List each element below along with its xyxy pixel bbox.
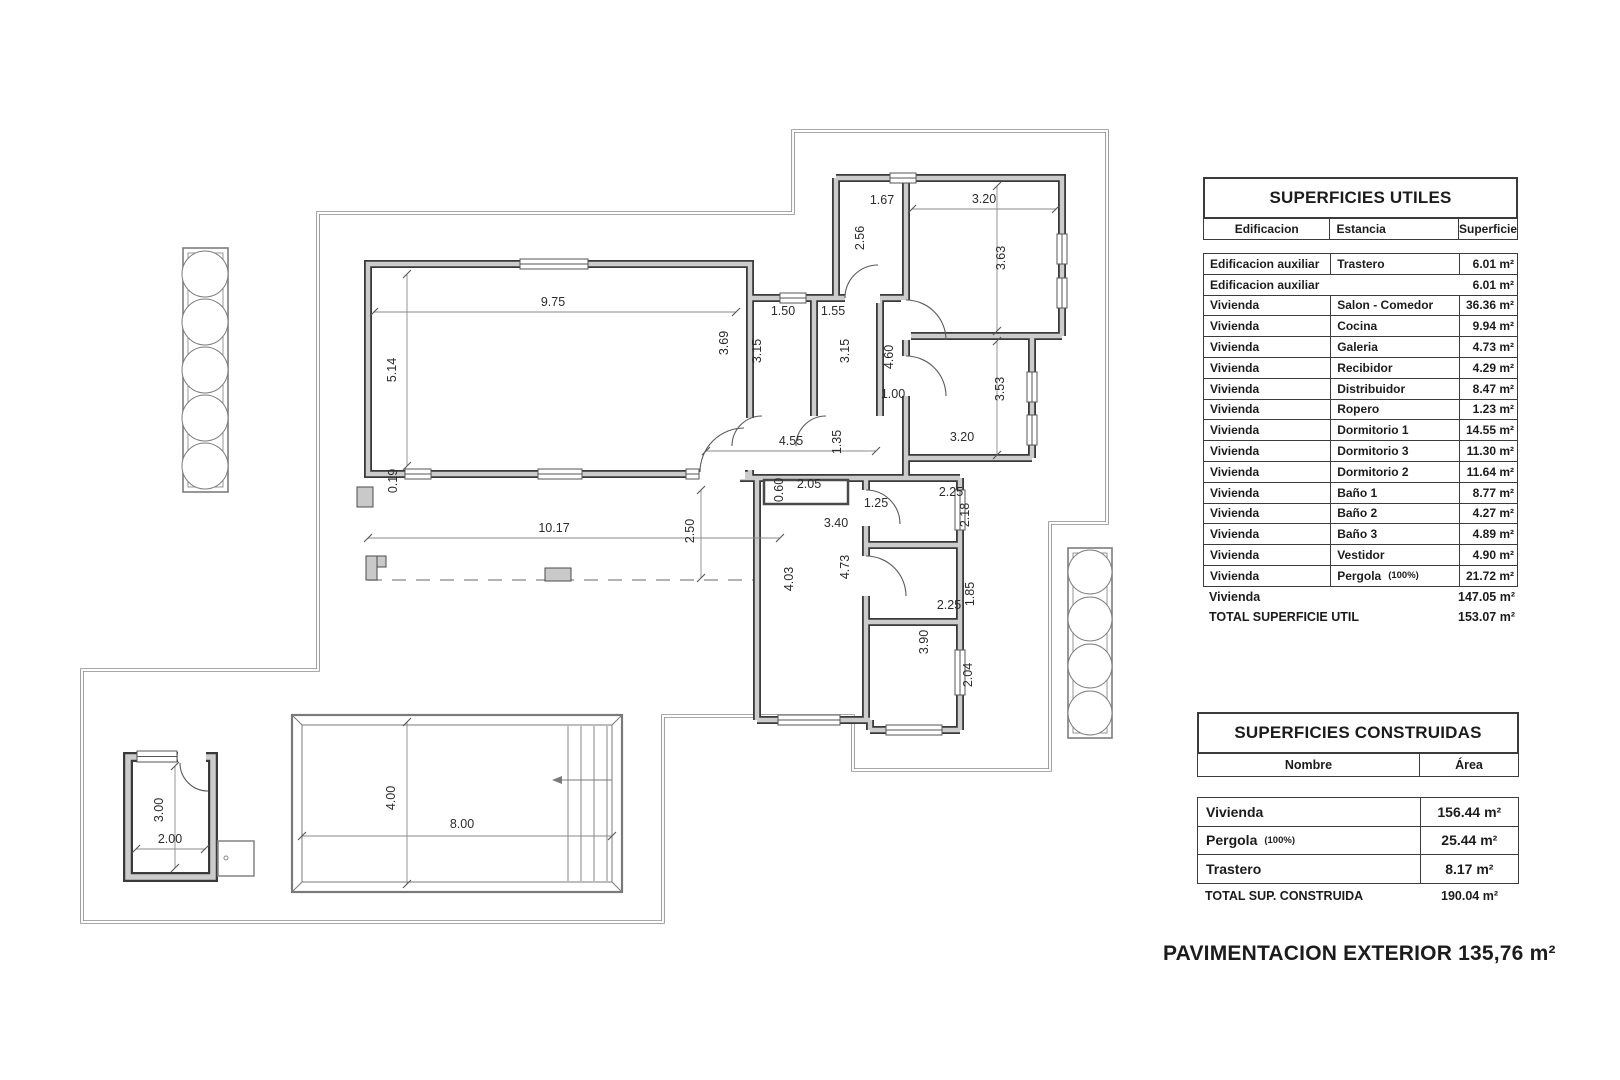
pool <box>292 715 622 892</box>
dimension-label: 2.05 <box>796 477 822 491</box>
table-row <box>1204 254 1517 275</box>
table-row <box>1204 379 1517 400</box>
table-superficies-utiles <box>1203 177 1518 627</box>
table-row <box>1204 420 1517 441</box>
table-row <box>1198 827 1518 856</box>
dimension-label: 2.00 <box>157 832 183 846</box>
table-cell: Galeria <box>1330 337 1459 357</box>
table-total-row <box>1197 884 1519 908</box>
dimension-label: 5.14 <box>385 357 399 383</box>
table-cell: 25.44 m² <box>1420 827 1518 855</box>
dimension-label: 4.73 <box>838 554 852 580</box>
table-cell: Dormitorio 3 <box>1330 441 1459 461</box>
table-cell: Vivienda <box>1210 485 1260 500</box>
dimension-label: 3.20 <box>949 430 975 444</box>
table-row <box>1204 524 1517 545</box>
table-cell: 4.73 m² <box>1459 337 1517 357</box>
table-title: SUPERFICIES UTILES <box>1203 177 1518 219</box>
table-cell: Vivienda <box>1210 381 1260 396</box>
table-cell: Vestidor <box>1330 545 1459 565</box>
summary-value: 147.05 m² <box>1458 589 1515 604</box>
table-cell: 9.94 m² <box>1459 316 1517 336</box>
tree <box>1068 597 1112 641</box>
table-cell: Dormitorio 2 <box>1330 462 1459 482</box>
table-body <box>1197 797 1519 884</box>
table-summary <box>1203 587 1518 627</box>
table-cell: Baño 3 <box>1330 524 1459 544</box>
table-cell: Vivienda <box>1210 464 1260 479</box>
table-cell: 8.47 m² <box>1459 379 1517 399</box>
summary-row <box>1203 607 1518 627</box>
table-row <box>1204 504 1517 525</box>
table-cell: Vivienda <box>1210 548 1260 563</box>
table-cell: Vivienda <box>1210 506 1260 521</box>
table-cell: Ropero <box>1330 400 1459 420</box>
table-superficies-construidas <box>1197 712 1519 908</box>
tree <box>182 443 228 489</box>
pergola-post <box>545 568 571 581</box>
table-cell: Vivienda <box>1210 423 1260 438</box>
table-cell: Pergola (100%) <box>1330 566 1459 586</box>
dimension-label: 3.53 <box>993 376 1007 402</box>
table-cell: 8.17 m² <box>1420 855 1518 883</box>
tree <box>182 251 228 297</box>
table-row <box>1204 337 1517 358</box>
table-cell: Vivienda <box>1210 360 1260 375</box>
table-cell: 8.77 m² <box>1459 483 1517 503</box>
dimension-label: 3.40 <box>823 516 849 530</box>
table-cell: 4.29 m² <box>1459 358 1517 378</box>
planter-left <box>182 248 228 492</box>
dimension-label: 8.00 <box>449 817 475 831</box>
dimension-label: 1.35 <box>830 429 844 455</box>
table-cell: Baño 1 <box>1330 483 1459 503</box>
table-cell: 6.01 m² <box>1459 254 1517 274</box>
table-cell: Dormitorio 1 <box>1330 420 1459 440</box>
table-cell: Pergola (100%) <box>1206 832 1295 849</box>
door-arc <box>180 763 208 791</box>
dimension-label: 0.19 <box>386 468 400 494</box>
table-cell: Distribuidor <box>1330 379 1459 399</box>
dimension-label: 9.75 <box>540 295 566 309</box>
table-title: SUPERFICIES CONSTRUIDAS <box>1197 712 1519 754</box>
dimension-label: 4.03 <box>782 566 796 592</box>
column-header: Área <box>1419 754 1518 776</box>
wall-step <box>357 487 373 507</box>
planter-right <box>1068 548 1112 738</box>
dimension-label: 1.50 <box>770 304 796 318</box>
equipment-box <box>218 841 254 876</box>
dimension-label: 4.60 <box>882 344 896 370</box>
table-cell: 6.01 m² <box>1472 277 1514 292</box>
dimension-label: 4.00 <box>384 785 398 811</box>
table-cell: Vivienda <box>1210 402 1260 417</box>
table-body <box>1203 253 1518 587</box>
table-row <box>1204 462 1517 483</box>
dimension-label: 10.17 <box>538 521 570 535</box>
table-row <box>1204 358 1517 379</box>
table-cell: Trastero <box>1330 254 1459 274</box>
table-cell: 14.55 m² <box>1459 420 1517 440</box>
table-cell: Salon - Comedor <box>1330 296 1459 316</box>
dimension-label: 1.55 <box>820 304 846 318</box>
table-cell: Vivienda <box>1210 527 1260 542</box>
dimension-label: 3.15 <box>838 338 852 364</box>
table-row <box>1204 483 1517 504</box>
tree <box>182 299 228 345</box>
dimension-label: 3.00 <box>152 797 166 823</box>
dimension-label: 3.15 <box>750 338 764 364</box>
dimension-label: 1.67 <box>869 193 895 207</box>
table-cell: Vivienda <box>1210 298 1260 313</box>
dimension-label: 2.50 <box>683 518 697 544</box>
pool-steps <box>568 726 607 881</box>
table-cell: 36.36 m² <box>1459 296 1517 316</box>
table-cell <box>1330 275 1459 295</box>
table-cell: 4.90 m² <box>1459 545 1517 565</box>
trastero <box>128 750 254 877</box>
column-header: Estancia <box>1329 219 1458 239</box>
column-header: Nombre <box>1284 758 1333 772</box>
dimension-label: 2.56 <box>853 225 867 251</box>
dimension-label: 3.90 <box>917 629 931 655</box>
table-cell: Vivienda <box>1206 803 1264 820</box>
tree <box>182 347 228 393</box>
table-cell: Trastero <box>1206 860 1262 877</box>
table-cell: Edificacion auxiliar <box>1210 256 1320 271</box>
pavimentacion-exterior-label: PAVIMENTACION EXTERIOR 135,76 m² <box>1163 942 1556 965</box>
tree <box>1068 550 1112 594</box>
door-opening <box>178 750 206 763</box>
summary-row <box>1203 587 1518 607</box>
table-row <box>1198 798 1518 827</box>
table-row <box>1204 400 1517 421</box>
table-cell: Vivienda <box>1210 444 1260 459</box>
table-cell: Vivienda <box>1210 340 1260 355</box>
dimension-label: 1.00 <box>880 387 906 401</box>
table-cell: Vivienda <box>1210 568 1260 583</box>
table-row <box>1204 316 1517 337</box>
table-row <box>1204 441 1517 462</box>
dimension-label: 0.60 <box>772 477 786 503</box>
cell-note: (100%) <box>1388 570 1419 582</box>
table-header <box>1197 754 1519 777</box>
table-cell: Baño 2 <box>1330 504 1459 524</box>
table-cell: Vivienda <box>1210 319 1260 334</box>
dimension-label: 4.55 <box>778 434 804 448</box>
tree <box>182 395 228 441</box>
table-cell: Recibidor <box>1330 358 1459 378</box>
dimension-label: 1.25 <box>863 496 889 510</box>
tree <box>1068 644 1112 688</box>
table-row <box>1204 275 1517 296</box>
dimension-label: 3.69 <box>717 330 731 356</box>
summary-label: Vivienda <box>1209 589 1261 604</box>
pergola-post <box>366 556 377 580</box>
table-header <box>1203 219 1518 240</box>
table-cell: 11.64 m² <box>1459 462 1517 482</box>
summary-value: 153.07 m² <box>1458 609 1515 624</box>
site-boundary <box>82 131 1107 922</box>
total-label: TOTAL SUP. CONSTRUIDA <box>1205 888 1364 903</box>
table-row <box>1198 855 1518 883</box>
dimension-label: 2.18 <box>958 502 972 528</box>
table-cell: Edificacion auxiliar <box>1210 277 1320 292</box>
dimension-label: 3.63 <box>994 245 1008 271</box>
table-cell: 11.30 m² <box>1459 441 1517 461</box>
total-value: 190.04 m² <box>1441 888 1498 903</box>
table-row <box>1204 545 1517 566</box>
house-walls <box>368 178 1062 730</box>
summary-label: TOTAL SUPERFICIE UTIL <box>1209 609 1360 624</box>
table-cell: 4.27 m² <box>1459 504 1517 524</box>
cell-note: (100%) <box>1264 834 1295 846</box>
dimension-label: 2.04 <box>961 662 975 688</box>
table-row <box>1204 296 1517 317</box>
dimension-lines <box>132 182 1060 888</box>
table-cell: 21.72 m² <box>1459 566 1517 586</box>
dimension-label: 3.20 <box>971 192 997 206</box>
dimension-label: 2.25 <box>936 598 962 612</box>
table-cell: Cocina <box>1330 316 1459 336</box>
table-cell: 156.44 m² <box>1420 798 1518 826</box>
table-cell: 1.23 m² <box>1459 400 1517 420</box>
dimension-labels <box>152 192 1008 846</box>
dimension-label: 2.25 <box>938 485 964 499</box>
column-header: Superficie <box>1458 219 1517 239</box>
dimension-label: 1.85 <box>963 581 977 607</box>
tree <box>1068 691 1112 735</box>
table-cell: 4.89 m² <box>1459 524 1517 544</box>
table-row <box>1204 566 1517 586</box>
column-header: Edificacion <box>1234 222 1299 236</box>
